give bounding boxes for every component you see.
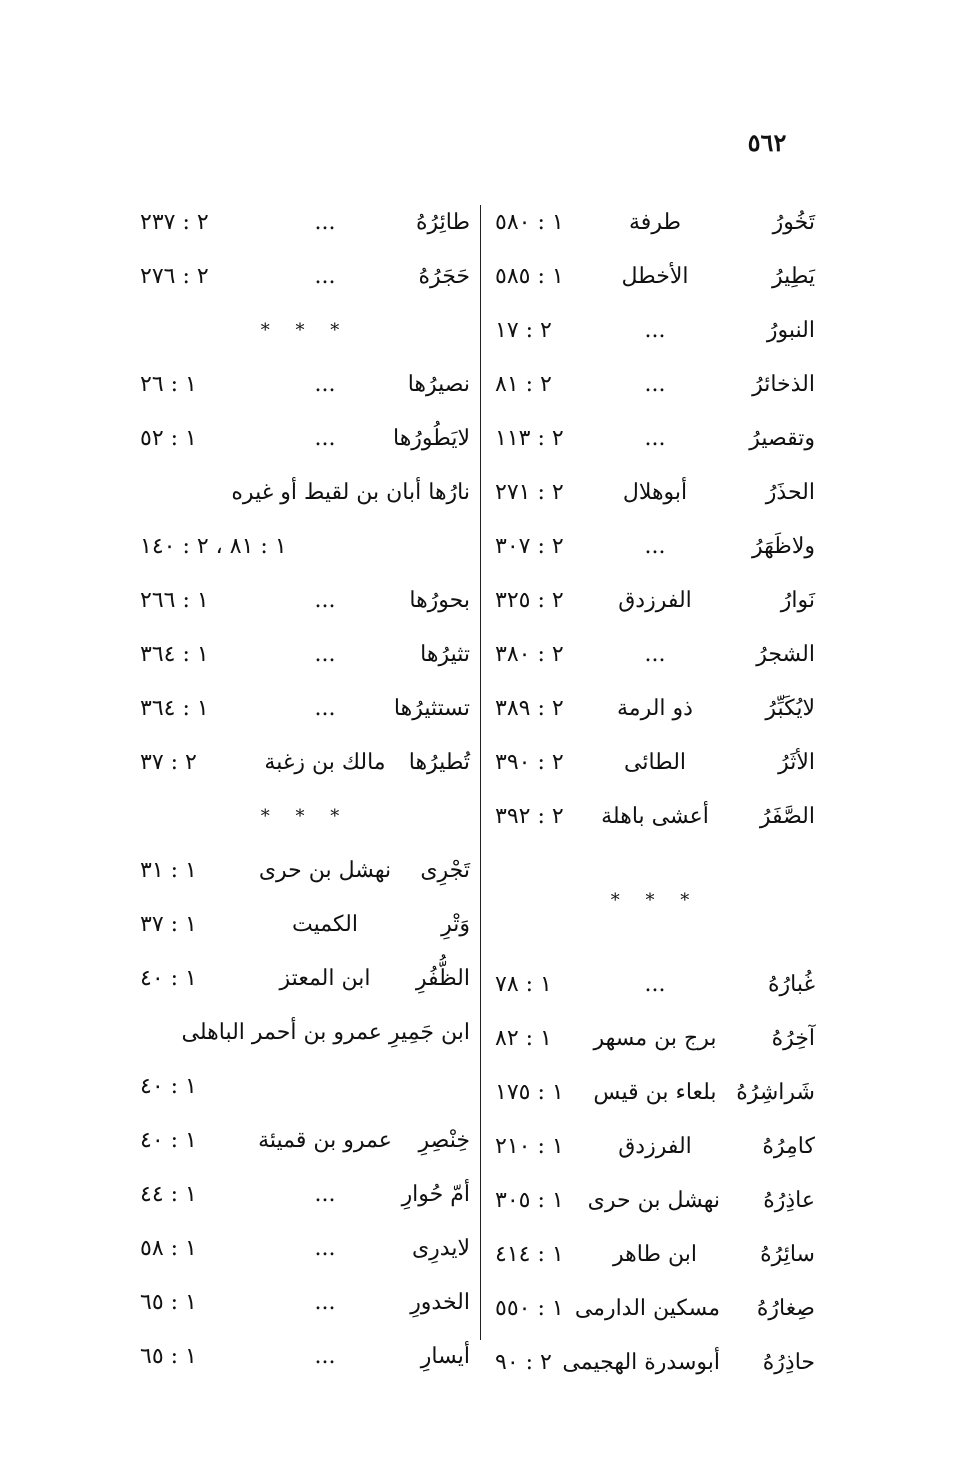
poet-name: نهشل بن حرى (258, 858, 392, 883)
rhyme-word: صِغارُهُ (756, 1296, 815, 1321)
spacer (495, 844, 815, 874)
reference: ١ : ٤٤ (140, 1182, 197, 1207)
poet-name: الفرزدق (618, 1134, 692, 1159)
poet-name: طرفة (629, 210, 681, 235)
rhyme-word: حَجَرُهُ (418, 264, 470, 289)
reference: ١ : ٣٦٤ (140, 642, 209, 667)
poet-name: ذو الرمة (617, 696, 693, 721)
poet-name: ... (314, 1236, 336, 1261)
reference: ٢ : ٣٨٠ (495, 642, 564, 667)
rhyme-word: غُبارُهُ (768, 972, 815, 997)
index-entry (140, 412, 470, 466)
index-entry (140, 844, 470, 898)
spacer (495, 928, 815, 958)
rhyme-word: تَخُورُ (772, 210, 815, 235)
right-column (495, 196, 815, 1390)
rhyme-word: الحذَرُ (765, 480, 815, 505)
reference: ١ : ١٧٥ (495, 1080, 564, 1105)
index-entry (140, 1222, 470, 1276)
poet-name: بلعاء بن قيس (593, 1080, 717, 1105)
reference: ٢ : ٢٣٧ (140, 210, 209, 235)
reference: ١ : ٨١ ، ٢ : ١٤٠ (140, 534, 287, 559)
rhyme-word: عاذِرُهُ (763, 1188, 815, 1213)
entry-text: ابن جَمِيرِ عمرو بن أحمر الباهلى (181, 1020, 470, 1045)
poet-name: الكميت (292, 912, 358, 937)
index-entry (495, 1120, 815, 1174)
index-entry (495, 1228, 815, 1282)
reference: ١ : ٦٥ (140, 1344, 197, 1369)
rhyme-word: أمّ حُوارِ (401, 1182, 470, 1207)
poet-name: عمرو بن قميئة (258, 1128, 392, 1153)
rhyme-word: تُطيرُها (408, 750, 470, 775)
reference: ٢ : ١٧ (495, 318, 552, 343)
poet-name: ... (314, 1290, 336, 1315)
poet-name: ... (644, 972, 666, 997)
poet-name: ... (314, 426, 336, 451)
index-entry (140, 358, 470, 412)
poet-name: ابن طاهر (613, 1242, 697, 1267)
index-entry (140, 1168, 470, 1222)
poet-name: أبوسدرة الهجيمى (562, 1350, 720, 1375)
poet-name: ... (314, 588, 336, 613)
rhyme-word: بحورُها (409, 588, 470, 613)
poet-name: ... (644, 642, 666, 667)
index-entry (495, 358, 815, 412)
reference: ١ : ٢١٠ (495, 1134, 564, 1159)
rhyme-word: حاذِرُهُ (762, 1350, 815, 1375)
reference: ١ : ٢٦٦ (140, 588, 209, 613)
rhyme-word: خِنْصِرِ (418, 1128, 470, 1153)
rhyme-word: آخِرُهُ (771, 1026, 815, 1051)
index-entry (495, 574, 815, 628)
index-entry (495, 790, 815, 844)
index-entry (495, 958, 815, 1012)
index-entry-full (140, 466, 470, 520)
index-entry (495, 466, 815, 520)
reference: ١ : ٣١ (140, 858, 197, 883)
index-entry (140, 1276, 470, 1330)
reference: ٢ : ٣٧ (140, 750, 197, 775)
index-entry (140, 196, 470, 250)
index-entry-full (140, 1006, 470, 1060)
index-entry (495, 1012, 815, 1066)
index-entry (495, 1066, 815, 1120)
index-entry (495, 1282, 815, 1336)
index-entry (495, 682, 815, 736)
poet-name: ... (314, 1182, 336, 1207)
rhyme-word: وَتْرِ (441, 912, 470, 937)
entry-text: نارُها أبان بن لقيط أو غيره (231, 480, 470, 505)
reference: ٢ : ٩٠ (495, 1350, 552, 1375)
poet-name: ... (314, 696, 336, 721)
poet-name: برج بن مسهر (593, 1026, 717, 1051)
rhyme-word: تستثيرُها (393, 696, 470, 721)
poet-name: ... (644, 318, 666, 343)
index-entry (495, 1336, 815, 1390)
reference: ١ : ٨٢ (495, 1026, 552, 1051)
poet-name: نهشل بن حرى (587, 1188, 720, 1213)
index-entry (495, 412, 815, 466)
rhyme-word: لايدرِى (411, 1236, 470, 1261)
poet-name: أعشى باهلة (601, 804, 709, 829)
rhyme-word: سائِرُهُ (760, 1242, 815, 1267)
index-entry (495, 304, 815, 358)
rhyme-word: أيسارِ (420, 1344, 470, 1369)
index-entry (495, 250, 815, 304)
reference: ٢ : ٣٠٧ (495, 534, 564, 559)
rhyme-word: النبورُ (766, 318, 815, 343)
poet-name: ... (644, 534, 666, 559)
rhyme-word: يَطِيرُ (772, 264, 815, 289)
rhyme-word: لايُكَبِّرُ (765, 696, 815, 721)
reference: ١ : ٥٢ (140, 426, 197, 451)
reference: ١ : ٥٥٠ (495, 1296, 564, 1321)
index-entry (495, 1174, 815, 1228)
reference: ١ : ٥٨٠ (495, 210, 564, 235)
rhyme-word: كامِرُهُ (762, 1134, 815, 1159)
section-separator: * * * (610, 890, 700, 911)
rhyme-word: الصَّفَرُ (759, 804, 815, 829)
rhyme-word: الذخائرُ (752, 372, 815, 397)
index-entry (140, 682, 470, 736)
poet-name: الأخطل (621, 264, 689, 289)
rhyme-word: الظُّفُرِ (415, 966, 470, 991)
reference: ١ : ٣٦٤ (140, 696, 209, 721)
poet-name: ... (644, 372, 666, 397)
rhyme-word: الأثَرُ (778, 750, 815, 775)
reference: ١ : ٣٠٥ (495, 1188, 564, 1213)
poet-name: ... (314, 264, 336, 289)
index-entry (140, 574, 470, 628)
reference: ١ : ٤٠ (140, 966, 197, 991)
index-entry (140, 628, 470, 682)
rhyme-word: طائِرُهُ (415, 210, 470, 235)
poet-name: ... (314, 1344, 336, 1369)
poet-name: مسكين الدارمى (574, 1296, 720, 1321)
index-entry (495, 736, 815, 790)
rhyme-word: تثيرُها (420, 642, 470, 667)
reference: ٢ : ٣٩٠ (495, 750, 564, 775)
rhyme-word: لايَطُورُها (392, 426, 470, 451)
reference: ٢ : ٨١ (495, 372, 552, 397)
poet-name: ... (314, 210, 336, 235)
rhyme-word: ولاظَهَرُ (752, 534, 815, 559)
poet-name: ... (644, 426, 666, 451)
index-entry (495, 196, 815, 250)
index-entry (140, 952, 470, 1006)
rhyme-word: الخدورِ (410, 1290, 470, 1315)
poet-name: الطائى (623, 750, 687, 775)
reference: ٢ : ١١٣ (495, 426, 564, 451)
page-number: ٥٦٢ (747, 128, 787, 157)
rhyme-word: الشجرُ (756, 642, 815, 667)
reference: ٢ : ٢٧١ (495, 480, 564, 505)
index-entry (140, 250, 470, 304)
section-separator: * * * (260, 806, 350, 827)
index-entry-ref (140, 1060, 470, 1114)
index-entry (140, 736, 470, 790)
rhyme-word: نَوارُ (780, 588, 815, 613)
reference: ١ : ٣٧ (140, 912, 197, 937)
rhyme-word: وتقصيرُ (749, 426, 815, 451)
rhyme-word: نصيرُها (407, 372, 470, 397)
index-entry (495, 520, 815, 574)
rhyme-word: شَراشِرُهُ (736, 1080, 815, 1105)
index-entry (140, 898, 470, 952)
poet-name: ... (314, 642, 336, 667)
poet-name: مالك بن زغبة (264, 750, 386, 775)
reference: ٢ : ٣٢٥ (495, 588, 564, 613)
reference: ٢ : ٣٩٢ (495, 804, 564, 829)
section-separator: * * * (260, 320, 350, 341)
reference: ١ : ٧٨ (495, 972, 552, 997)
index-entry-ref (140, 520, 470, 574)
poet-name: ابن المعتز (279, 966, 371, 991)
reference: ٢ : ٢٧٦ (140, 264, 209, 289)
index-entry (140, 1330, 470, 1384)
reference: ١ : ٤٠ (140, 1074, 197, 1099)
index-entry (140, 1114, 470, 1168)
rhyme-word: تَجْرِى (420, 858, 470, 883)
poet-name: الفرزدق (618, 588, 692, 613)
index-entry (495, 628, 815, 682)
reference: ٢ : ٣٨٩ (495, 696, 564, 721)
column-divider (480, 205, 481, 1340)
reference: ١ : ٢٦ (140, 372, 197, 397)
reference: ١ : ٤١٤ (495, 1242, 564, 1267)
poet-name: أبوهلال (622, 480, 688, 505)
reference: ١ : ٥٨٥ (495, 264, 564, 289)
reference: ١ : ٥٨ (140, 1236, 197, 1261)
reference: ١ : ٦٥ (140, 1290, 197, 1315)
left-column (140, 196, 470, 1384)
reference: ١ : ٤٠ (140, 1128, 197, 1153)
poet-name: ... (314, 372, 336, 397)
